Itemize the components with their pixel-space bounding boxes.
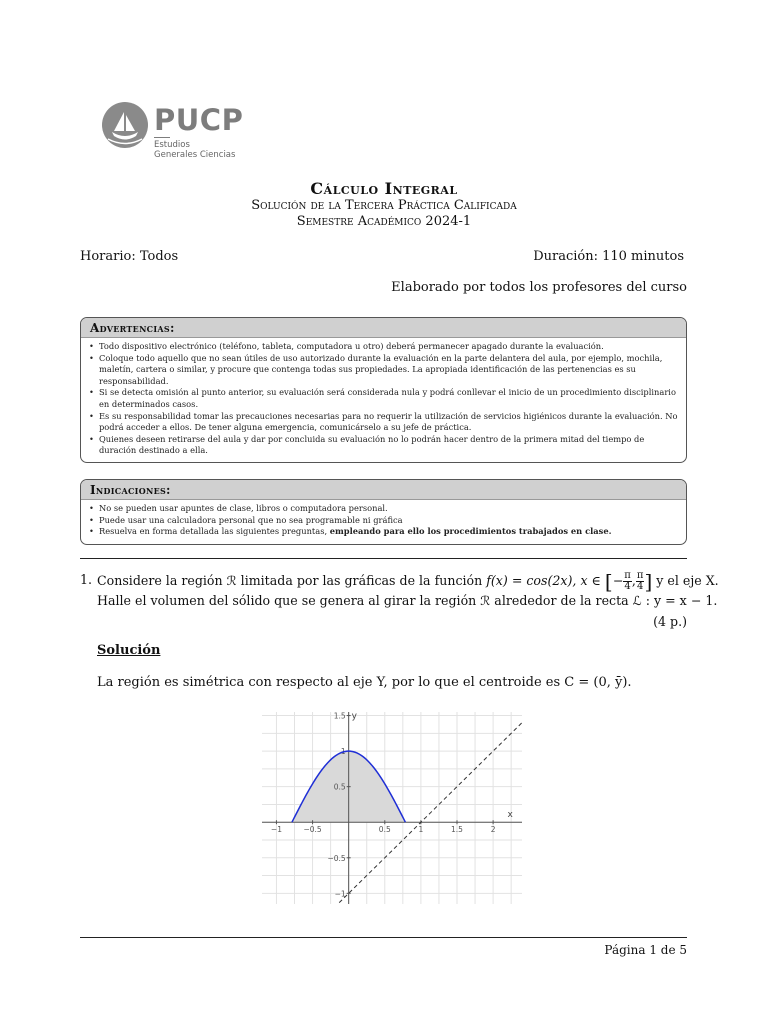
- exam-subtitle: Solución de la Tercera Práctica Calificada: [251, 198, 517, 213]
- indication-emphasis: empleando para ello los procedimientos trabajados en clase.: [329, 526, 612, 537]
- y-axis-label: y: [351, 712, 357, 722]
- x-tick-label: 1.5: [451, 825, 463, 835]
- indications-list: [81, 500, 686, 542]
- warning-item: • Es su responsabilidad tomar las precauciones necesarias para no requerir la utilización de servicios higiénicos durante la evaluación. No podrá acceder a ellos. De tener alguna emergencia, comunicárselo a su jefe de práctica.: [89, 411, 678, 434]
- section-divider: [80, 558, 687, 559]
- x-tick-label: −1: [270, 825, 282, 835]
- y-tick-label: 1.5: [333, 712, 346, 721]
- pucp-logo: [102, 100, 252, 162]
- logo-wordmark: PUCP: [154, 103, 244, 137]
- indications-box: [80, 479, 687, 545]
- x-tick-label: 0.5: [378, 825, 391, 835]
- pucp-emblem: [102, 102, 148, 148]
- indication-item: • Puede usar una calculadora personal que no sea programable ni gráfica: [89, 515, 678, 527]
- question-line-1: Considere la región ℛ limitada por las gráficas de la función f(x) = cos(2x), x ∈ [− $\frac{\pi}{4}$ , $\frac{\pi}{4}$ ] y el eje X.: [97, 569, 719, 594]
- logo-line-1: Estudios: [154, 140, 190, 150]
- author-label: Elaborado por todos los profesores del curso: [391, 280, 687, 295]
- fraction-lower: $\frac{\pi}{4}$: [624, 570, 631, 592]
- y-tick-label: 0.5: [333, 782, 346, 792]
- page-number: Página 1 de 5: [604, 943, 687, 957]
- fraction-upper: $\frac{\pi}{4}$: [636, 570, 644, 592]
- warning-item: • Si se detecta omisión al punto anterior, su evaluación será considerada nula y podrá conllevar el inicio de un procedimiento disciplinario en determinados casos.: [89, 387, 678, 410]
- indications-title: Indicaciones:: [81, 480, 686, 500]
- warning-item: • Todo dispositivo electrónico (teléfono, tableta, computadora u otro) deberá permanecer apagado durante la evaluación.: [89, 341, 678, 353]
- warnings-list: [81, 338, 686, 461]
- interval-open-bracket: [: [604, 569, 613, 594]
- indication-text: Resuelva en forma detallada las siguientes preguntas,: [99, 526, 330, 537]
- duration-label: Duración: 110 minutos: [533, 249, 684, 264]
- semester-label: Semestre Académico 2024-1: [296, 214, 472, 229]
- solution-text: La región es simétrica con respecto al eje Y, por lo que el centroide es C = (0, ȳ).: [97, 675, 632, 690]
- question-text-end: y el eje X.: [656, 573, 719, 588]
- x-axis-label: x: [507, 810, 513, 821]
- y-tick-label: −0.5: [327, 853, 346, 863]
- domain-variable: x ∈: [580, 573, 601, 588]
- question-text: Considere la región ℛ limitada por las gráficas de la función: [97, 573, 487, 588]
- region-graph: [262, 712, 522, 904]
- indication-item: [89, 526, 678, 538]
- course-title: Cálculo Integral: [310, 179, 458, 198]
- interval-close-bracket: ]: [644, 569, 653, 594]
- footer-divider: [80, 937, 687, 938]
- y-tick-label: 1: [340, 747, 346, 757]
- warning-item: • Coloque todo aquello que no sean útiles de uso autorizado durante la evaluación en la parte delantera del aula, por ejemplo, mochila, maletín, cartera o similar, y procure que contenga todas sus propiedades. La apropiada identificación de las pertenencias es su responsabilidad.: [89, 353, 678, 388]
- y-tick-label: −1: [334, 889, 346, 899]
- logo-divider: [154, 137, 170, 138]
- solution-heading: Solución: [97, 643, 161, 658]
- x-tick-label: 2: [490, 825, 496, 835]
- indication-item: • No se pueden usar apuntes de clase, libros o computadora personal.: [89, 503, 678, 515]
- warnings-title: Advertencias:: [81, 318, 686, 338]
- x-tick-label: 1: [418, 825, 424, 835]
- warning-item: • Quienes deseen retirarse del aula y dar por concluida su evaluación no lo podrán hacer dentro de la primera mitad del tiempo de duración destinado a ella.: [89, 434, 678, 457]
- question-points: (4 p.): [653, 614, 687, 629]
- logo-line-2: Generales Ciencias: [154, 150, 236, 160]
- question-number: 1.: [80, 572, 93, 587]
- warnings-box: [80, 317, 687, 463]
- x-tick-label: −0.5: [303, 825, 322, 835]
- schedule-label: Horario: Todos: [80, 249, 179, 264]
- function-definition: f(x) = cos(2x),: [486, 573, 577, 588]
- question-line-2: Halle el volumen del sólido que se genera al girar la región ℛ alrededor de la recta ℒ : y = x − 1.: [97, 593, 718, 608]
